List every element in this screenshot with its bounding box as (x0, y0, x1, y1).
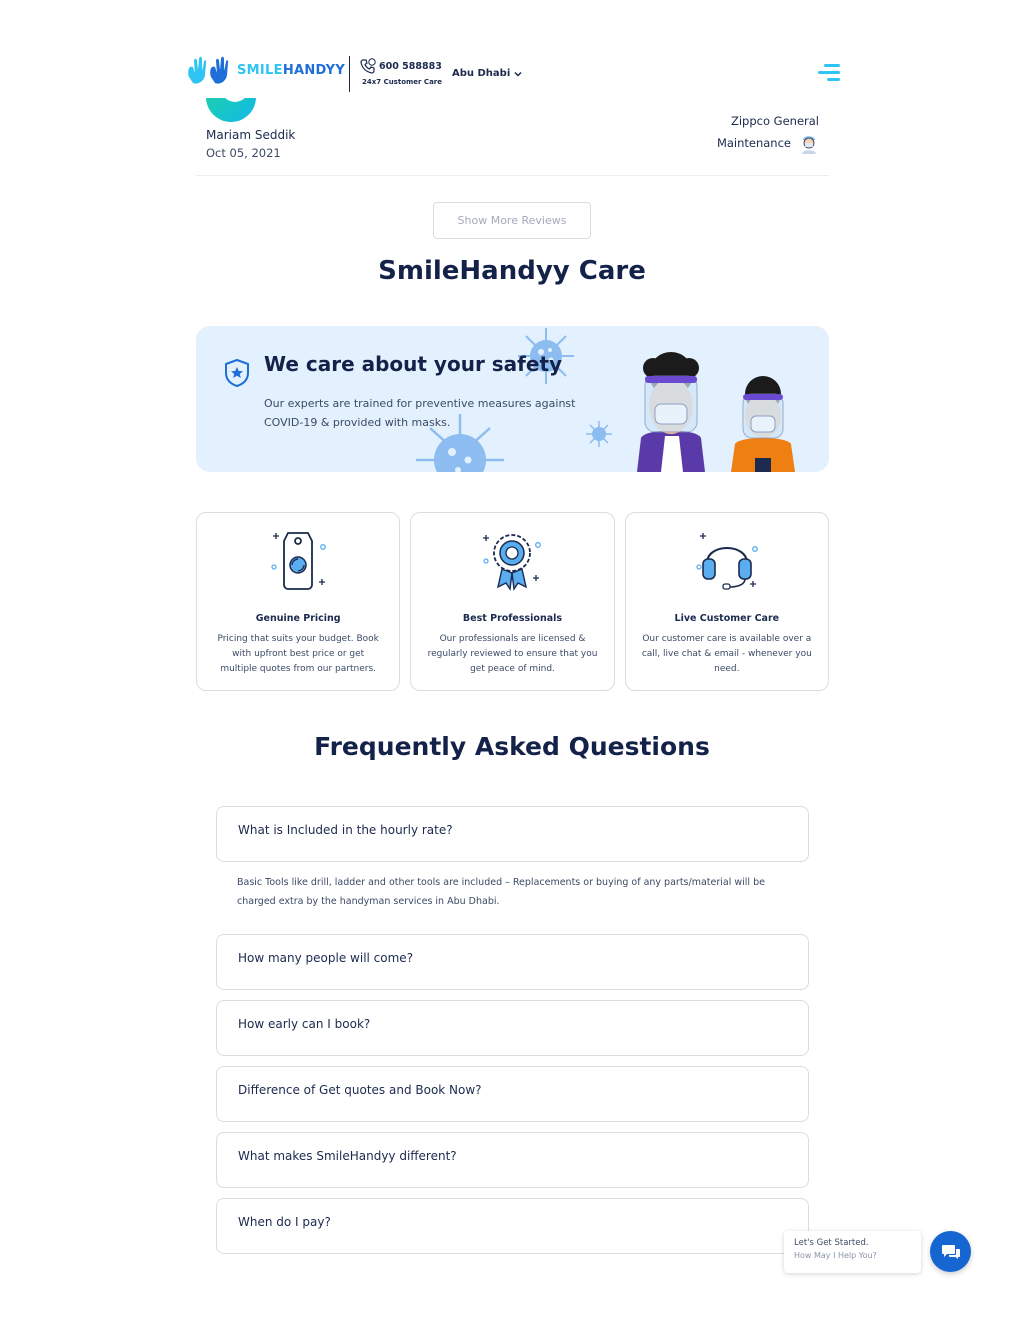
header-divider (349, 56, 350, 92)
hamburger-menu-button[interactable] (818, 64, 840, 82)
chevron-down-icon (514, 70, 522, 78)
feature-text: Our professionals are licensed & regularly reviewed to ensure that you get peace of mind. (427, 634, 598, 674)
show-more-reviews-button[interactable]: Show More Reviews (433, 202, 591, 239)
worker-icon (799, 132, 819, 154)
faq-question: How early can I book? (238, 1017, 371, 1031)
faq-item[interactable] (216, 934, 809, 990)
reviewer-name: Mariam Seddik (206, 128, 296, 142)
feature-title: Live Customer Care (674, 613, 780, 624)
feature-text: Our customer care is available over a call, live chat & email - whenever you need. (641, 634, 812, 674)
review-date: Oct 05, 2021 (206, 146, 281, 160)
care-label: 24x7 Customer Care (362, 78, 442, 86)
price-tag-icon (266, 527, 330, 591)
faq-question: Difference of Get quotes and Book Now? (238, 1083, 482, 1097)
chat-launcher-button[interactable] (930, 1231, 971, 1272)
feature-title: Genuine Pricing (255, 613, 341, 624)
feature-text: Pricing that suits your budget. Book with upfront best price or get multiple quotes from our partners. (217, 634, 379, 674)
faq-item[interactable] (216, 806, 809, 862)
company-line1: Zippco General (730, 114, 819, 128)
company-name (717, 110, 819, 154)
chat-prompt-line1: Let's Get Started. (794, 1238, 869, 1248)
hands-logo-icon (185, 55, 233, 85)
logo-text: SMILEHANDYY (237, 62, 346, 78)
award-badge-icon (480, 527, 544, 591)
faq-item[interactable] (216, 1066, 809, 1122)
shield-star-icon (224, 358, 250, 388)
faq-question: What is Included in the hourly rate? (238, 823, 453, 837)
review-card (196, 98, 829, 176)
faq-title: Frequently Asked Questions (314, 732, 710, 761)
masked-workers-illustration (627, 350, 807, 472)
faq-item[interactable] (216, 1132, 809, 1188)
faq-item[interactable] (216, 1198, 809, 1254)
menu-bar-icon (818, 71, 840, 74)
site-header (185, 48, 840, 98)
menu-bar-icon (824, 64, 840, 67)
feature-cards (196, 512, 829, 691)
feature-card-professionals (410, 512, 614, 691)
faq-answer: Basic Tools like drill, ladder and other tools are included – Replacements or buying of any parts/material will be charged extra by the handyman services in Abu Dhabi. (237, 877, 765, 907)
logo[interactable] (185, 55, 345, 85)
city-selector[interactable] (452, 68, 522, 79)
faq-item[interactable] (216, 1000, 809, 1056)
safety-banner (196, 326, 829, 472)
feature-card-customer-care (625, 512, 829, 691)
city-label: Abu Dhabi (452, 68, 511, 79)
chat-prompt-line2: How May I Help You? (794, 1251, 877, 1260)
company-line2: Maintenance (716, 136, 791, 150)
phone-number[interactable]: 600 588883 (379, 60, 442, 72)
chat-prompt-bubble[interactable] (784, 1231, 921, 1273)
feature-title: Best Professionals (462, 613, 563, 624)
menu-bar-icon (827, 78, 840, 81)
phone-block[interactable] (360, 58, 442, 86)
faq-question: How many people will come? (238, 951, 414, 965)
headset-icon (695, 527, 759, 591)
safety-title: We care about your safety (264, 352, 563, 376)
care-section-title: SmileHandyy Care (378, 256, 646, 286)
feature-card-pricing (196, 512, 400, 691)
faq-question: What makes SmileHandyy different? (238, 1149, 457, 1163)
chat-icon (941, 1243, 961, 1261)
safety-text: Our experts are trained for preventive measures against COVID-19 & provided with masks. (264, 397, 576, 429)
faq-question: When do I pay? (238, 1215, 331, 1229)
phone-icon (360, 58, 376, 74)
